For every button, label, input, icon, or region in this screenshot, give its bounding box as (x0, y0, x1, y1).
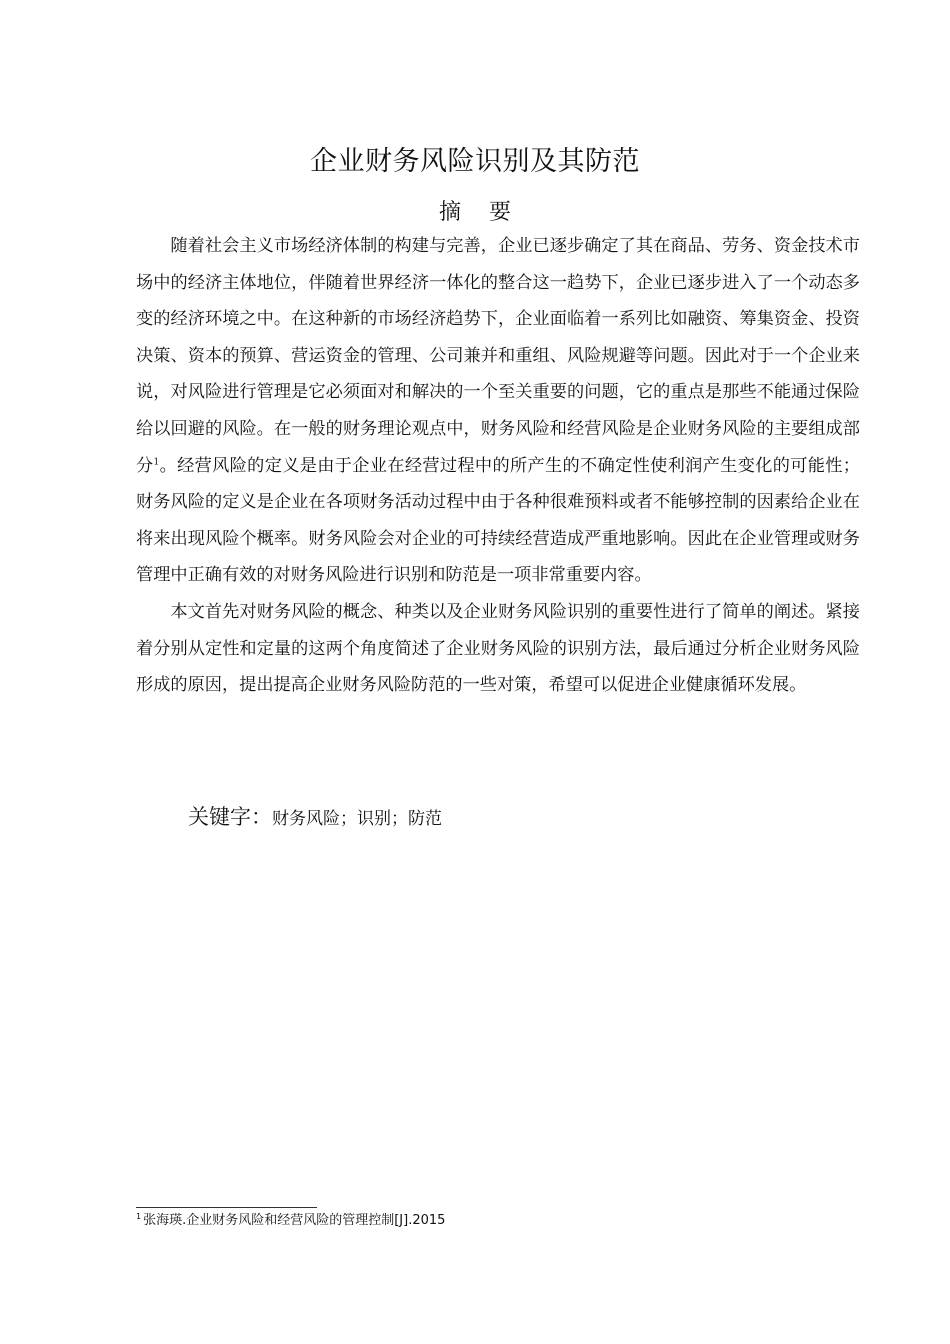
keywords-label: 关键字： (188, 805, 272, 829)
footnote-mark: 1 (136, 1211, 142, 1221)
document-title: 企业财务风险识别及其防范 (310, 146, 640, 177)
abstract-paragraph-1 (136, 228, 860, 594)
abstract-heading: 摘要 (438, 200, 539, 225)
keywords-line (188, 797, 442, 839)
footnote (136, 1210, 445, 1232)
keywords-value: 财务风险；识别；防范 (272, 809, 442, 829)
footnote-text: 张海瑛.企业财务风险和经营风险的管理控制[J].2015 (143, 1213, 446, 1228)
footnote-divider (136, 1207, 317, 1208)
footnote-reference: 1 (153, 456, 160, 467)
paragraph-1-text-part-1: 随着社会主义市场经济体制的构建与完善，企业已逐步确定了其在商品、劳务、资金技术市场中的经济主体地位，伴随着世界经济一体化的整合这一趋势下，企业已逐步进入了一个动态多变的经济环境之中。在这种新的市场经济趋势下，企业面临着一系列比如融资、筹集资金、投资决策、资本的预算、营运资金的管理、公司兼并和重组、风险规避等问题。因此对于一个企业来说，对风险进行管理是它必须面对和解决的一个至关重要的问题，它的重点是那些不能通过保险给以回避的风险。在一般的财务理论观点中，财务风险和经营风险是企业财务风险的主要组成部分 (136, 236, 860, 476)
abstract-paragraph-2: 本文首先对财务风险的概念、种类以及企业财务风险识别的重要性进行了简单的阐述。紧接着分别从定性和定量的这两个角度简述了企业财务风险的识别方法，最后通过分析企业财务风险形成的原因，提出提高企业财务风险防范的一些对策，希望可以促进企业健康循环发展。 (136, 601, 860, 696)
paragraph-1-text-part-2: 。经营风险的定义是由于企业在经营过程中的所产生的不确定性使利润产生变化的可能性；财务风险的定义是企业在各项财务活动过程中由于各种很难预料或者不能够控制的因素给企业在将来出现风险个概率。财务风险会对企业的可持续经营造成严重地影响。因此在企业管理或财务管理中正确有效的对财务风险进行识别和防范是一项非常重要内容。 (136, 455, 860, 586)
abstract-body (136, 228, 860, 704)
